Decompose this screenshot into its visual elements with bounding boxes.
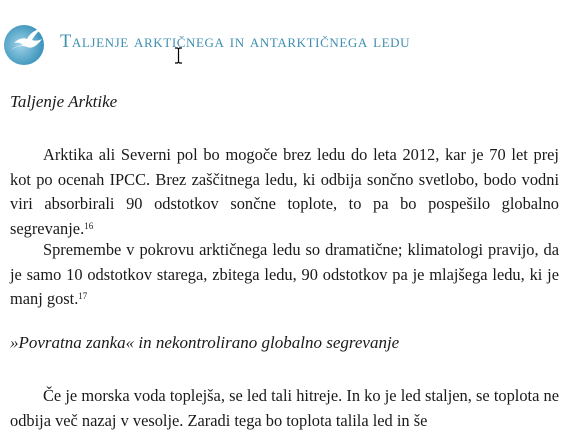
section-heading: »Povratna zanka« in nekontrolirano globalno segrevanje (10, 333, 400, 352)
paragraph-text: Če je morska voda toplejša, se led tali hitreje. In ko je led staljen, se toplota ne odbija več nazaj v vesolje. Zaradi tega bo toplota talila led in še (10, 386, 559, 430)
paragraph (10, 238, 559, 312)
paragraph-text: Arktika ali Severni pol bo mogoče brez ledu do leta 2012, kar je 70 let prej kot po ocenah IPCC. Brez zaščitnega ledu, ki odbija sončno svetlobo, bodo vodni viri absorbirali 90 odstotkov sončne toplote, to pa bo pospešilo globalno segrevanje. (10, 145, 559, 238)
footnote-marker[interactable]: 16 (84, 220, 94, 231)
section-heading: Taljenje Arktike (10, 92, 118, 111)
paragraph (10, 384, 559, 433)
text-cursor-icon (174, 47, 183, 64)
paragraph (10, 143, 559, 241)
chapter-title: Taljenje arktičnega in antarktičnega ledu (60, 32, 411, 52)
dove-logo-icon (2, 20, 50, 68)
footnote-marker[interactable]: 17 (78, 291, 88, 301)
paragraph-text: Spremembe v pokrovu arktičnega ledu so dramatične; klimatologi pravijo, da je samo 10 odstotkov starega, zbitega ledu, 90 odstotkov pa je mlajšega ledu, ki je manj gost. (10, 240, 559, 308)
